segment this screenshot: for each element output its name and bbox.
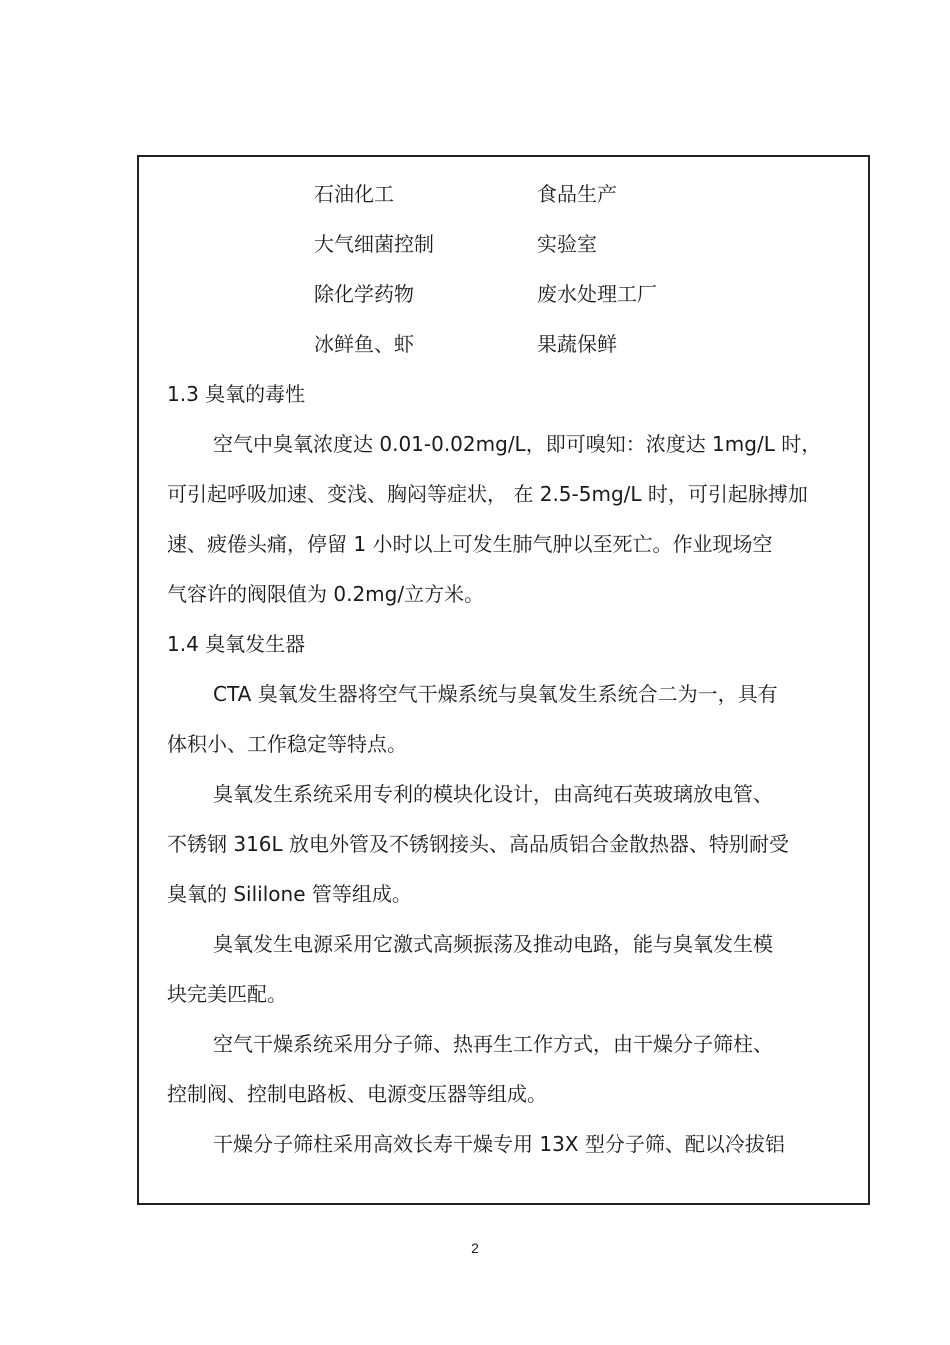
application-item: 石油化工 (314, 182, 394, 206)
application-item: 除化学药物 (314, 282, 414, 306)
body-line: 干燥分子筛柱采用高效长寿干燥专用 13X 型分子筛、配以冷拔铝 (213, 1132, 785, 1156)
body-line: 臭氧的 Sililone 管等组成。 (167, 882, 412, 906)
body-line: 臭氧发生电源采用它激式高频振荡及推动电路，能与臭氧发生模 (213, 932, 773, 956)
application-item: 大气细菌控制 (314, 232, 434, 256)
body-line: 速、疲倦头痛，停留 1 小时以上可发生肺气肿以至死亡。作业现场空 (167, 532, 773, 556)
application-item: 食品生产 (537, 182, 617, 206)
content-frame (137, 155, 870, 1205)
application-item: 实验室 (537, 232, 597, 256)
section-heading: 1.3 臭氧的毒性 (167, 382, 306, 406)
body-line: 空气干燥系统采用分子筛、热再生工作方式，由干燥分子筛柱、 (213, 1032, 773, 1056)
body-line: 控制阀、控制电路板、电源变压器等组成。 (167, 1082, 547, 1106)
body-line: 气容许的阀限值为 0.2mg/立方米。 (167, 582, 485, 606)
body-line: 块完美匹配。 (167, 982, 287, 1006)
application-item: 冰鲜鱼、虾 (314, 332, 414, 356)
page-number: 2 (471, 1240, 479, 1256)
application-item: 废水处理工厂 (537, 282, 657, 306)
application-item: 果蔬保鲜 (537, 332, 617, 356)
body-line: 空气中臭氧浓度达 0.01-0.02mg/L，即可嗅知：浓度达 1mg/L 时， (213, 432, 822, 456)
body-line: CTA 臭氧发生器将空气干燥系统与臭氧发生系统合二为一，具有 (213, 682, 778, 706)
body-line: 体积小、工作稳定等特点。 (167, 732, 407, 756)
section-heading: 1.4 臭氧发生器 (167, 632, 306, 656)
body-line: 不锈钢 316L 放电外管及不锈钢接头、高品质铝合金散热器、特别耐受 (167, 832, 790, 856)
body-line: 可引起呼吸加速、变浅、胸闷等症状， 在 2.5-5mg/L 时，可引起脉搏加 (167, 482, 808, 506)
body-line: 臭氧发生系统采用专利的模块化设计，由高纯石英玻璃放电管、 (213, 782, 773, 806)
